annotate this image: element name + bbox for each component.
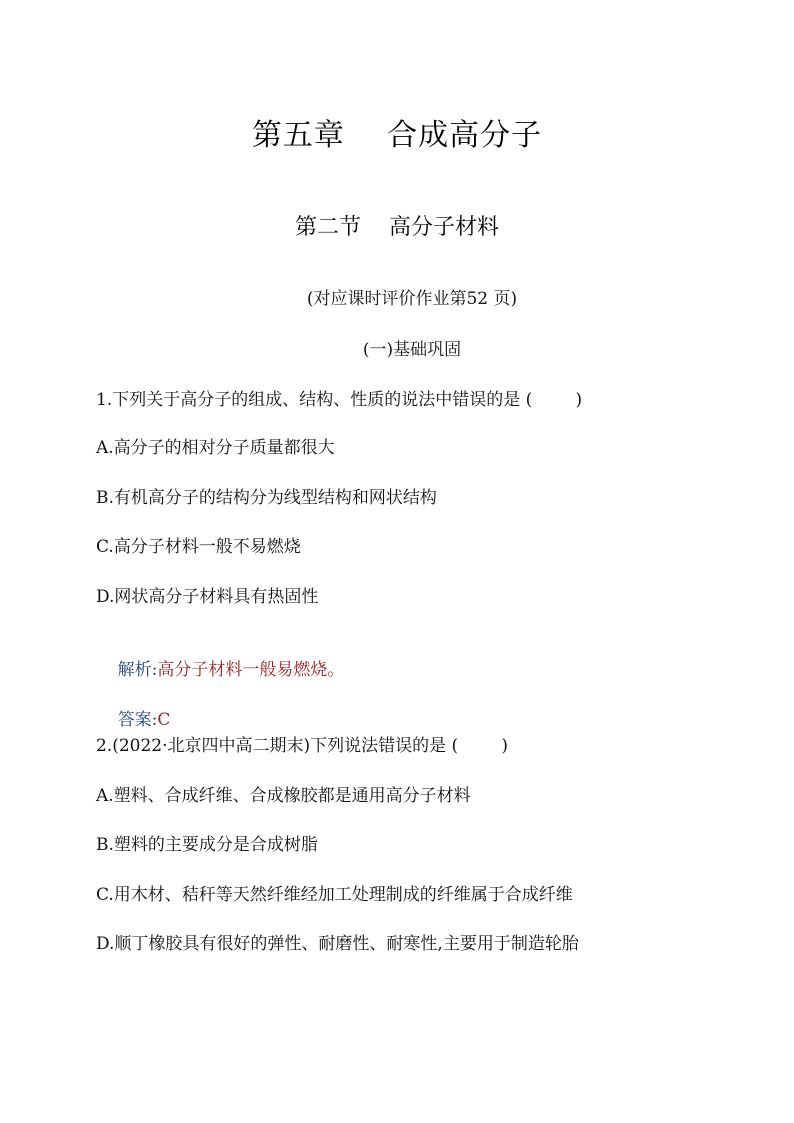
group-title: (一)基础巩固: [362, 340, 462, 360]
chapter-title: 第五章 合成高分子: [251, 118, 543, 153]
analysis-text: 高分子材料一般易燃烧。: [157, 660, 345, 680]
question-2-option-c: C.用木材、秸秆等天然纤维经加工处理制成的纤维属于合成纤维: [96, 885, 573, 905]
question-1-option-a: A.高分子的相对分子质量都很大: [96, 438, 335, 458]
section-title: 第二节 高分子材料: [295, 215, 499, 240]
question-2-option-a: A.塑料、合成纤维、合成橡胶都是通用高分子材料: [96, 786, 471, 806]
question-1-option-c: C.高分子材料一般不易燃烧: [96, 537, 301, 557]
question-2-option-d: D.顺丁橡胶具有很好的弹性、耐磨性、耐寒性,主要用于制造轮胎: [96, 934, 579, 954]
question-1-stem: 1.下列关于高分子的组成、结构、性质的说法中错误的是 ( ): [96, 390, 583, 410]
analysis-label: 解析:: [117, 660, 158, 680]
answer-label: 答案:: [117, 710, 158, 730]
reference-note: (对应课时评价作业第52 页): [306, 289, 518, 309]
question-1-option-b: B.有机高分子的结构分为线型结构和网状结构: [96, 488, 437, 508]
answer-text: C: [157, 710, 171, 730]
question-2-option-b: B.塑料的主要成分是合成树脂: [96, 835, 318, 855]
question-1-option-d: D.网状高分子材料具有热固性: [96, 587, 319, 607]
question-2-stem: 2.(2022·北京四中高二期末)下列说法错误的是 ( ): [96, 736, 509, 756]
